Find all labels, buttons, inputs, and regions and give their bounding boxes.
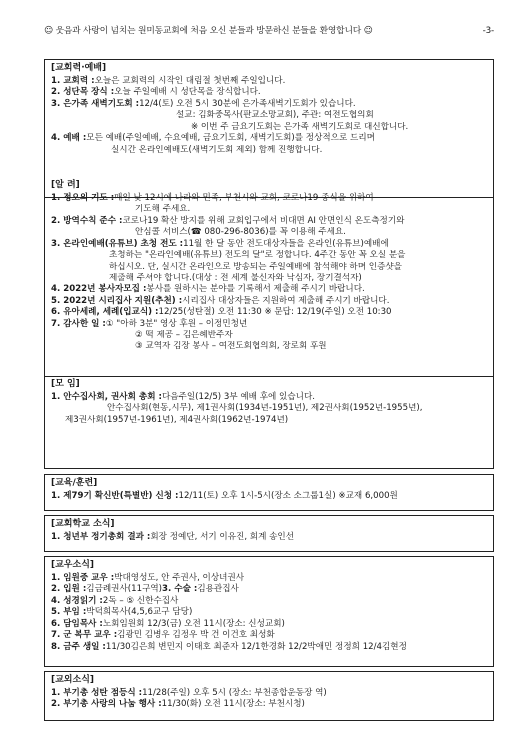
list-item (51, 99, 487, 110)
item-text: 설교: 김화중목사(판교소망교회), 주관: 여전도협의회 (176, 110, 374, 121)
item-text: ② 떡 제공 – 김은혜반주자 (135, 330, 233, 341)
item-text: ③ 교역자 김장 봉사 – 여전도회협의회, 장로회 후원 (135, 341, 327, 352)
list-item (51, 296, 487, 307)
item-text: 12/11(토) 오후 1시-5시(장소 소그룹1실) ※교재 6,000원 (178, 490, 398, 501)
page-number: -3- (482, 26, 494, 36)
item-label: 5. 2022년 시리집사 지원(추천) : (51, 295, 183, 306)
item-text: 안수집사회(현동,시무), 제1권사회(1934년-1951년), 제2권사회(1952년-1955년), (107, 403, 423, 414)
page-header (44, 26, 494, 38)
list-item (51, 688, 487, 699)
item-label: 1. 청년부 정기총회 결과 : (51, 531, 151, 542)
section-education (44, 474, 494, 511)
item-label: 3. 수술 : (162, 584, 198, 595)
item-text: 김광민 김병우 김정우 박 건 이건호 최성화 (117, 630, 275, 641)
item-label: 1. 제79기 확신반(특별반) 신청 : (51, 490, 179, 501)
item-text: 노회임원회 12/3(금) 오전 11시(장소: 신성교회) (102, 618, 285, 629)
list-item (51, 584, 487, 595)
item-text: 김금례권사(11구역) (86, 584, 163, 595)
item-label: 4. 예배 : (51, 133, 87, 144)
item-text: ① "아하 3분" 영상 후원 – 이정민청년 (105, 318, 248, 329)
section-notices (44, 177, 494, 377)
item-label: 1. 교회력 : (51, 75, 95, 86)
item-text: 박덕희목사(4,5,6교구 담당) (86, 607, 193, 618)
section-title: [교육/훈련] (51, 478, 98, 488)
item-label: 1. 임원중 교우 : (51, 572, 115, 583)
item-text: 제3권사회(1957년-1961년), 제4권사회(1962년-1974년) (65, 414, 289, 425)
list-item (51, 76, 487, 87)
section-church-school (44, 515, 494, 552)
item-text: 박대영성도, 안 주권사, 이상녀권사 (114, 572, 245, 583)
item-label: 3. 은가족 새벽기도회 : (51, 98, 140, 109)
item-label: 8. 금주 생일 : (51, 641, 106, 652)
item-text: 기도해 주세요. (135, 204, 191, 215)
item-text: 11/28(주일) 오후 5시 (장소: 부천종합운동장 역) (142, 687, 327, 698)
section-title: [교회학교 소식] (51, 519, 115, 529)
item-text: 모든 예배(주일예배, 수요예배, 금요기도회, 새벽기도회)를 정상적으로 드리며 (86, 133, 375, 144)
section-meetings (44, 376, 494, 469)
list-item (51, 133, 487, 144)
list-item (51, 491, 487, 502)
item-text: 제출해 주셔야 합니다.(대상 : 전 세계 불신자와 낙심자, 장기결석자) (109, 272, 362, 283)
item-label: 6. 담임목사 : (51, 618, 103, 629)
item-label: 4. 성경읽기 : (51, 595, 103, 606)
list-item (51, 284, 487, 295)
item-text: 11/30김은희 변민지 이태호 최준자 12/1한경화 12/2박애민 정정희 12/4김현정 (105, 641, 407, 652)
item-text: 코로나19 확산 방지를 위해 교회입구에서 비대면 AI 안면인식 온도측정기와 (122, 215, 405, 226)
item-text: 실시간 온라인예배도(새벽기도회 제외) 함께 진행합니다. (111, 144, 323, 155)
item-text: 11월 한 달 동안 전도대상자들을 온라인(유튜브)예배에 (183, 238, 389, 249)
item-text: 다음주일(12/5) 3부 예배 후에 있습니다. (161, 391, 315, 402)
section-title: [교우소식] (51, 560, 95, 570)
section-external-news (44, 671, 494, 721)
item-text: 2독 – ⑤ 신한수집사 (102, 595, 179, 606)
list-item (51, 392, 487, 403)
list-item (51, 532, 487, 543)
list-item (51, 630, 487, 641)
item-text: 시리집사 대상자들은 지원하여 제출해 주시기 바랍니다. (182, 295, 390, 306)
item-label: 1. 부기총 성탄 점등식 : (51, 687, 143, 698)
section-title: [모 임] (51, 379, 80, 389)
list-item (51, 216, 487, 227)
item-text: 오늘은 교회력의 시작인 대림절 첫번째 주일입니다. (94, 75, 286, 86)
list-item (51, 642, 487, 653)
list-item (51, 607, 487, 618)
item-label: 1. 정오의 기도 : (51, 192, 115, 203)
item-text: 12/25(성탄절) 오전 11:30 ※ 문답: 12/19(주일) 오전 10:30 (158, 307, 392, 318)
item-text: 회장 정예단, 서기 이유진, 회계 송인선 (150, 531, 295, 542)
item-text: 오늘 주일예배 시 성단목을 장식합니다. (114, 87, 261, 98)
item-label: 2. 입원 : (51, 584, 87, 595)
list-item (51, 573, 487, 584)
item-text: 매일 낮 12시에 나라와 민족, 부천시와 교회, 코로나19 종식을 위하여 (114, 192, 374, 203)
item-label: 5. 부임 : (51, 607, 87, 618)
list-item (51, 619, 487, 630)
item-text: 12/4(토) 오전 5시 30분에 은가족새벽기도회가 있습니다. (139, 98, 356, 109)
item-label: 2. 부기총 사랑의 나눔 행사 : (51, 699, 162, 710)
item-label: 2. 방역수칙 준수 : (51, 215, 123, 226)
section-member-news (44, 556, 494, 667)
section-title: [알 려] (51, 180, 80, 190)
item-text: 하십시오. 단, 실시간 온라인으로 방송되는 주일예배에 참석해야 하며 인증샷을 (109, 261, 402, 272)
item-label: 7. 감사한 일 : (51, 318, 106, 329)
welcome-banner: ☺ 웃음과 사랑이 넘치는 원미동교회에 처음 오신 분들과 방문하신 분들을 환영합니다 ☺ (44, 26, 373, 36)
item-text: 봉사를 원하시는 분야를 기록해서 제출해 주시기 바랍니다. (146, 284, 365, 295)
section-title: [교회력·예배] (51, 63, 107, 73)
item-label: 2. 성단목 장식 : (51, 87, 115, 98)
list-item (51, 319, 487, 330)
item-label: 3. 온라인예배(유튜브) 초청 전도 : (51, 238, 184, 249)
item-text: ※ 이번 주 금요기도회는 은가족 새벽기도회로 대신합니다. (191, 121, 409, 132)
list-item (51, 87, 487, 98)
item-text: 초청하는 "온라인예배(유튜브) 전도의 달"로 정합니다. 4주간 동안 꼭 오실 분을 (109, 250, 406, 261)
item-label: 7. 군 복무 교우 : (51, 630, 118, 641)
section-title: [교외소식] (51, 675, 95, 685)
item-label: 6. 유아세례, 세례(입교식) : (51, 307, 159, 318)
list-item (51, 596, 487, 607)
list-item (51, 699, 487, 710)
item-text: 11/30(화) 오전 11시(장소: 부천시청) (161, 699, 305, 710)
item-text: 김용관집사 (197, 584, 239, 595)
list-item (51, 193, 487, 204)
list-item (51, 307, 487, 318)
item-label: 1. 안수집사회, 권사회 총회 : (51, 391, 162, 402)
item-text: 안심콜 서비스(☎ 080-296-8036)를 꼭 이용해 주세요. (135, 227, 346, 238)
list-item (51, 239, 487, 250)
item-label: 4. 2022년 봉사자모집 : (51, 284, 147, 295)
